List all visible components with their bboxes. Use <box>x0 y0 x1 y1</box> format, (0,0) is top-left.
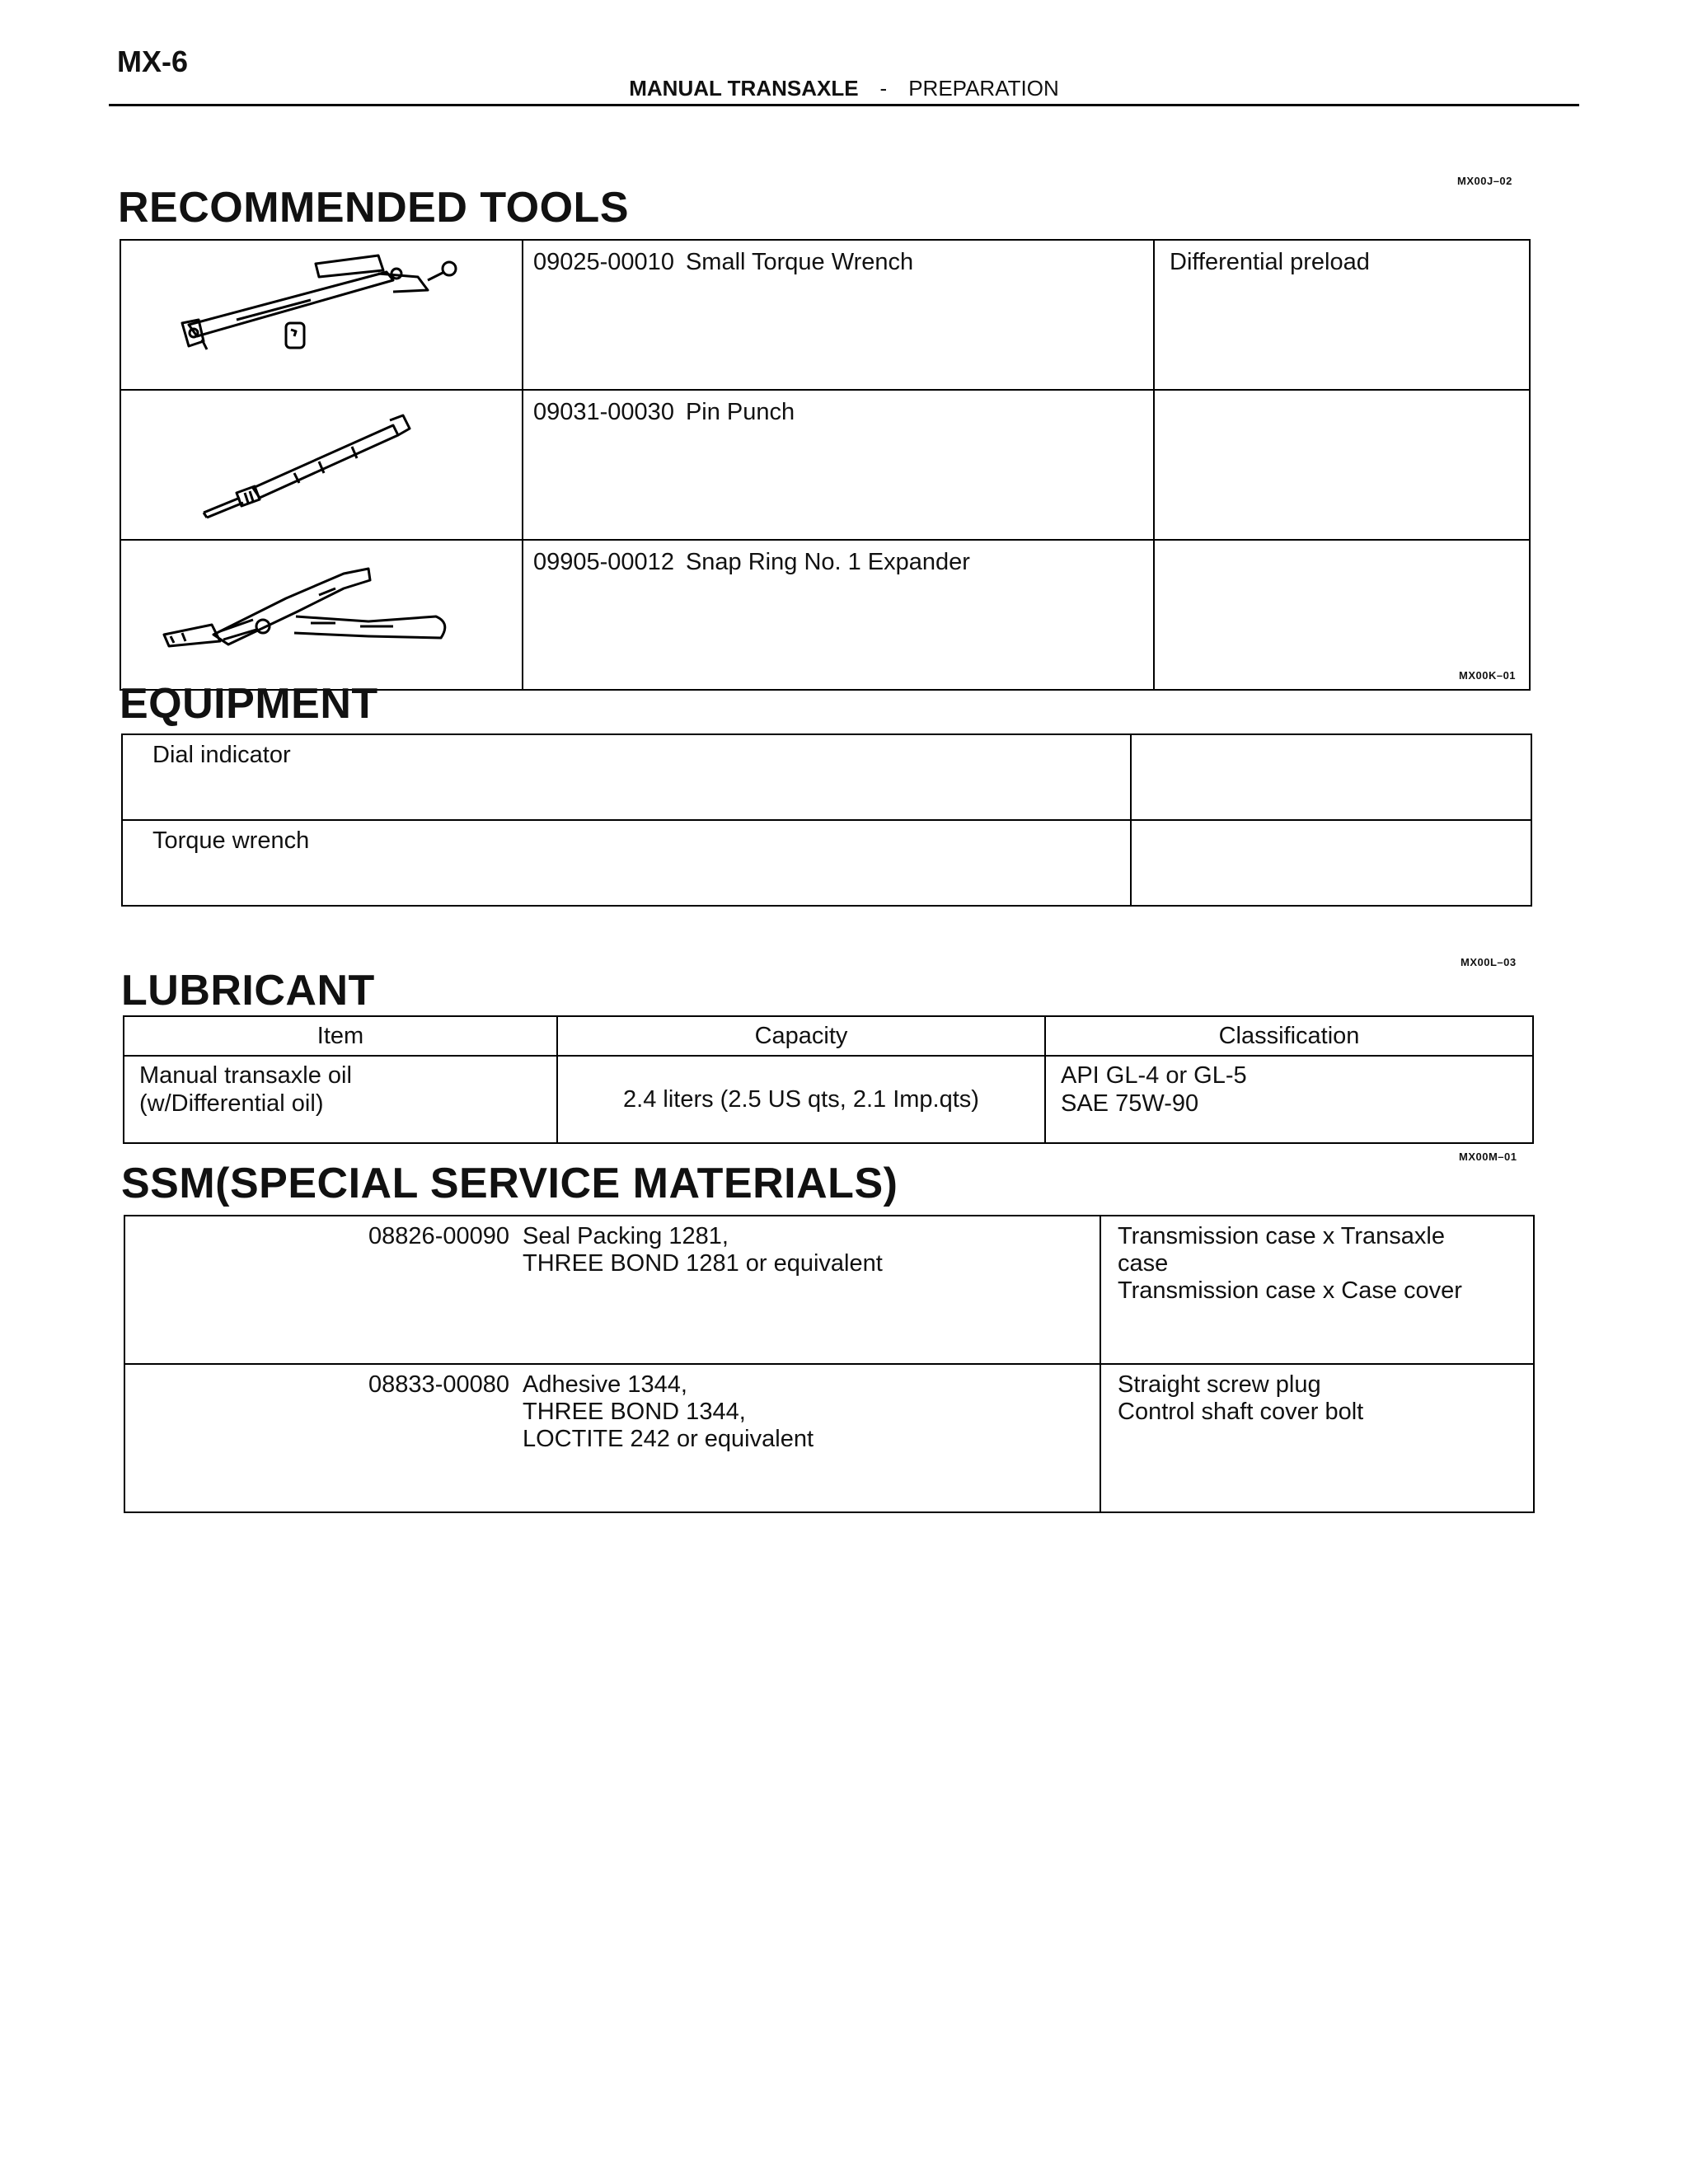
table-row <box>124 1056 1533 1143</box>
lubricant-item-line: Manual transaxle oil <box>139 1062 352 1089</box>
table-row <box>122 734 1531 820</box>
table-header-row <box>124 1016 1533 1056</box>
tools-section-code: MX00J–02 <box>1457 175 1512 187</box>
column-header-item: Item <box>124 1016 557 1056</box>
equipment-name: Torque wrench <box>122 820 1131 906</box>
tools-table <box>120 239 1531 691</box>
tool-part-number: 09905-00012 <box>533 549 674 575</box>
tool-name-cell <box>523 390 1154 540</box>
lubricant-item <box>124 1056 557 1143</box>
ssm-section-title: SSM(SPECIAL SERVICE MATERIALS) <box>121 1160 898 1207</box>
column-header-classification: Classification <box>1045 1016 1533 1056</box>
tool-name: Snap Ring No. 1 Expander <box>685 549 970 575</box>
tool-image-cell <box>120 390 523 540</box>
tools-section-title: RECOMMENDED TOOLS <box>118 184 630 232</box>
ssm-desc-line: THREE BOND 1281 or equivalent <box>523 1250 883 1277</box>
ssm-use-line: Transmission case x Case cover <box>1118 1277 1462 1304</box>
equipment-section-code: MX00K–01 <box>1459 669 1517 682</box>
ssm-name-cell <box>124 1216 1100 1364</box>
lubricant-classification <box>1045 1056 1533 1143</box>
ssm-desc-line: THREE BOND 1344, <box>523 1399 746 1425</box>
table-row <box>124 1216 1534 1364</box>
table-row <box>124 1364 1534 1512</box>
page-number: MX-6 <box>117 45 189 78</box>
equipment-section-title: EQUIPMENT <box>120 680 378 728</box>
lubricant-table <box>123 1015 1534 1144</box>
pin-punch-icon <box>121 391 522 523</box>
tool-use-cell: Differential preload <box>1154 240 1530 390</box>
table-row <box>120 240 1530 390</box>
header-subsection: PREPARATION <box>908 76 1059 101</box>
snap-ring-expander-icon <box>121 541 522 673</box>
header-section: MANUAL TRANSAXLE <box>629 76 859 101</box>
tool-name-cell <box>523 240 1154 390</box>
header-rule <box>109 104 1579 106</box>
equipment-note <box>1131 734 1531 820</box>
tool-use-cell <box>1154 390 1530 540</box>
equipment-name: Dial indicator <box>122 734 1131 820</box>
table-row <box>122 820 1531 906</box>
table-row <box>120 390 1530 540</box>
torque-wrench-icon <box>121 241 522 373</box>
equipment-table <box>121 733 1532 907</box>
tool-image-cell <box>120 540 523 690</box>
tool-part-number: 09031-00030 <box>533 399 674 425</box>
tool-name: Small Torque Wrench <box>685 249 914 275</box>
ssm-use-line: case <box>1118 1250 1169 1277</box>
ssm-name-cell <box>124 1364 1100 1512</box>
ssm-use-line: Transmission case x Transaxle <box>1118 1223 1446 1249</box>
equipment-note <box>1131 820 1531 906</box>
lubricant-class-line: SAE 75W-90 <box>1061 1090 1199 1117</box>
lubricant-section-code: MX00L–03 <box>1461 956 1517 968</box>
ssm-use-cell <box>1100 1216 1534 1364</box>
ssm-desc-line: Seal Packing 1281, <box>523 1223 729 1249</box>
ssm-section-code: MX00M–01 <box>1459 1151 1517 1163</box>
tool-image-cell <box>120 240 523 390</box>
column-header-capacity: Capacity <box>557 1016 1045 1056</box>
ssm-part-number: 08833-00080 <box>368 1371 509 1398</box>
lubricant-section-title: LUBRICANT <box>121 967 375 1015</box>
running-header <box>0 76 1688 101</box>
ssm-use-line: Straight screw plug <box>1118 1371 1321 1398</box>
lubricant-class-line: API GL-4 or GL-5 <box>1061 1062 1247 1089</box>
tool-name-cell <box>523 540 1154 690</box>
tool-name: Pin Punch <box>685 399 795 425</box>
tool-part-number: 09025-00010 <box>533 249 674 275</box>
ssm-part-number: 08826-00090 <box>368 1223 509 1249</box>
ssm-use-line: Control shaft cover bolt <box>1118 1399 1364 1425</box>
lubricant-capacity: 2.4 liters (2.5 US qts, 2.1 Imp.qts) <box>557 1056 1045 1143</box>
ssm-table <box>124 1215 1535 1513</box>
lubricant-item-line: (w/Differential oil) <box>139 1090 324 1117</box>
ssm-desc-line: Adhesive 1344, <box>523 1371 687 1398</box>
tool-use-cell <box>1154 540 1530 690</box>
table-row <box>120 540 1530 690</box>
ssm-use-cell <box>1100 1364 1534 1512</box>
ssm-desc-line: LOCTITE 242 or equivalent <box>523 1426 814 1452</box>
header-separator: - <box>879 76 888 101</box>
